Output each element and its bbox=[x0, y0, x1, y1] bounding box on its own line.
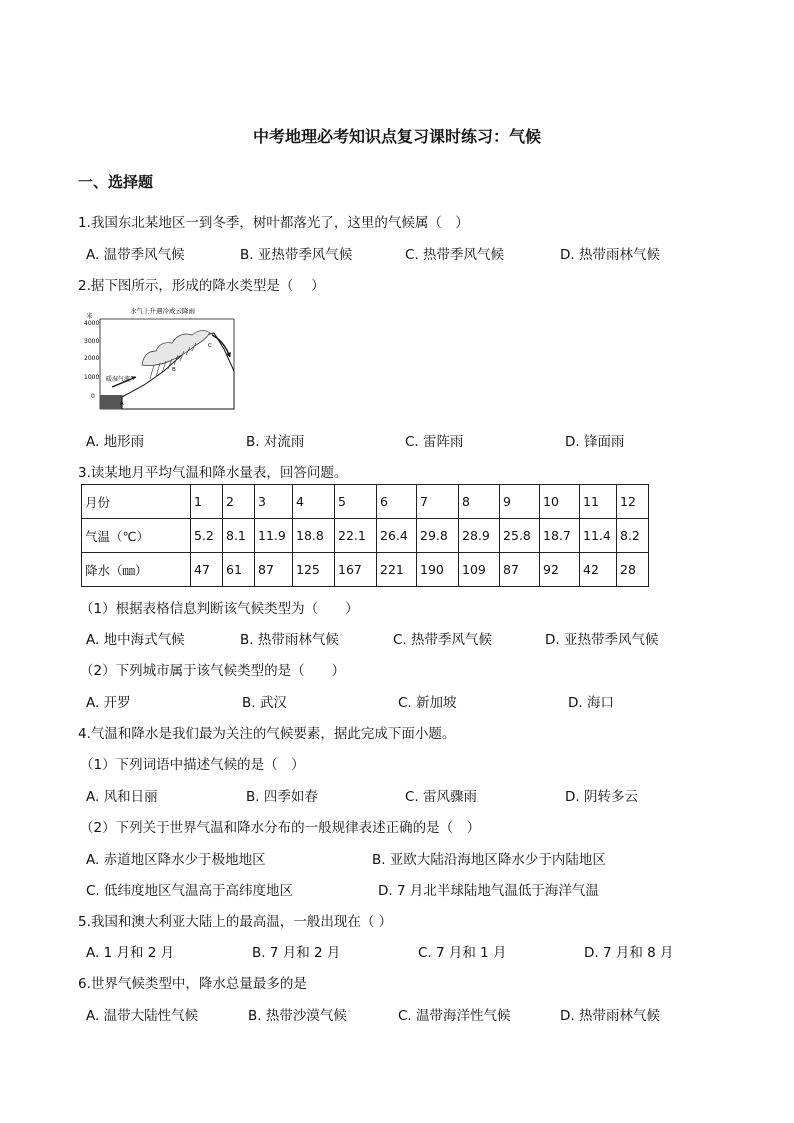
month-cell: 5 bbox=[335, 485, 377, 519]
q1-option-a: A. 温带季风气候 bbox=[86, 247, 185, 263]
section-heading: 一、选择题 bbox=[78, 173, 154, 191]
q5-option-c: C. 7 月和 1 月 bbox=[418, 945, 507, 961]
temp-cell: 11.9 bbox=[255, 519, 293, 553]
question-5-stem: 5.我国和澳大利亚大陆上的最高温，一般出现在（ ） bbox=[78, 914, 393, 930]
q4-1-option-c: C. 雷风骤雨 bbox=[405, 789, 478, 805]
question-6-stem: 6.世界气候类型中，降水总量最多的是 bbox=[78, 976, 307, 992]
question-3-2-stem: （2）下列城市属于该气候类型的是（ ） bbox=[80, 663, 346, 679]
point-b-label: B bbox=[172, 367, 176, 373]
y-tick-2000: 2000 bbox=[84, 355, 100, 362]
precip-cell: 190 bbox=[417, 553, 459, 587]
month-cell: 1 bbox=[191, 485, 223, 519]
precip-cell: 87 bbox=[500, 553, 540, 587]
figure-y-unit: 米 bbox=[86, 312, 93, 320]
q5-option-b: B. 7 月和 2 月 bbox=[252, 945, 341, 961]
y-tick-4000: 4000 bbox=[84, 320, 100, 327]
q6-option-d: D. 热带雨林气候 bbox=[560, 1008, 660, 1024]
precip-cell: 61 bbox=[223, 553, 255, 587]
question-4-stem: 4.气温和降水是我们最为关注的气候要素，据此完成下面小题。 bbox=[78, 726, 456, 742]
q4-2-option-a: A. 赤道地区降水少于极地地区 bbox=[86, 852, 266, 868]
figure-caption: 水气上升遇冷成云降雨 bbox=[130, 307, 195, 315]
question-3-1-stem: （1）根据表格信息判断该气候类型为（ ） bbox=[80, 601, 359, 617]
q5-option-a: A. 1 月和 2 月 bbox=[86, 945, 175, 961]
precip-cell: 87 bbox=[255, 553, 293, 587]
q4-2-option-b: B. 亚欧大陆沿海地区降水少于内陆地区 bbox=[372, 852, 606, 868]
month-cell: 7 bbox=[417, 485, 459, 519]
q5-option-d: D. 7 月和 8 月 bbox=[584, 945, 674, 961]
airflow-label: 暖湿气流 bbox=[106, 376, 131, 383]
q3-2-option-c: C. 新加坡 bbox=[398, 695, 457, 711]
month-cell: 6 bbox=[377, 485, 417, 519]
orographic-rain-figure bbox=[84, 305, 239, 417]
row-label-month: 月份 bbox=[82, 485, 191, 519]
y-tick-1000: 1000 bbox=[84, 374, 100, 381]
q6-option-c: C. 温带海洋性气候 bbox=[398, 1008, 511, 1024]
precip-cell: 221 bbox=[377, 553, 417, 587]
y-tick-3000: 3000 bbox=[84, 338, 100, 345]
q1-option-d: D. 热带雨林气候 bbox=[560, 247, 660, 263]
month-cell: 9 bbox=[500, 485, 540, 519]
precip-cell: 42 bbox=[580, 553, 617, 587]
question-1-stem: 1.我国东北某地区一到冬季，树叶都落光了，这里的气候属（ ） bbox=[78, 215, 469, 231]
temp-cell: 29.8 bbox=[417, 519, 459, 553]
temp-cell: 11.4 bbox=[580, 519, 617, 553]
precip-cell: 167 bbox=[335, 553, 377, 587]
temp-cell: 5.2 bbox=[191, 519, 223, 553]
q3-2-option-a: A. 开罗 bbox=[86, 695, 131, 711]
question-2-stem: 2.据下图所示，形成的降水类型是（ ） bbox=[78, 278, 325, 294]
month-cell: 8 bbox=[459, 485, 500, 519]
temp-cell: 28.9 bbox=[459, 519, 500, 553]
q3-1-option-a: A. 地中海式气候 bbox=[86, 632, 185, 648]
precip-cell: 28 bbox=[617, 553, 649, 587]
table-row-months bbox=[82, 485, 649, 519]
q2-option-c: C. 雷阵雨 bbox=[405, 434, 464, 450]
q6-option-a: A. 温带大陆性气候 bbox=[86, 1008, 199, 1024]
month-cell: 12 bbox=[617, 485, 649, 519]
temp-cell: 8.2 bbox=[617, 519, 649, 553]
q4-1-option-b: B. 四季如春 bbox=[246, 789, 318, 805]
row-label-temperature: 气温（℃） bbox=[82, 519, 191, 553]
q4-2-option-c: C. 低纬度地区气温高于高纬度地区 bbox=[86, 883, 294, 899]
q6-option-b: B. 热带沙漠气候 bbox=[248, 1008, 347, 1024]
q2-option-b: B. 对流雨 bbox=[246, 434, 305, 450]
table-row-temperature bbox=[82, 519, 649, 553]
temp-cell: 25.8 bbox=[500, 519, 540, 553]
q2-option-a: A. 地形雨 bbox=[86, 434, 145, 450]
precip-cell: 109 bbox=[459, 553, 500, 587]
q3-2-option-b: B. 武汉 bbox=[242, 695, 287, 711]
q4-1-option-a: A. 风和日丽 bbox=[86, 789, 158, 805]
precip-cell: 47 bbox=[191, 553, 223, 587]
point-c-label: C bbox=[208, 343, 212, 349]
temp-cell: 22.1 bbox=[335, 519, 377, 553]
month-cell: 3 bbox=[255, 485, 293, 519]
temp-cell: 18.7 bbox=[540, 519, 580, 553]
q3-2-option-d: D. 海口 bbox=[568, 695, 614, 711]
month-cell: 10 bbox=[540, 485, 580, 519]
q3-1-option-c: C. 热带季风气候 bbox=[393, 632, 493, 648]
temp-cell: 8.1 bbox=[223, 519, 255, 553]
precip-cell: 92 bbox=[540, 553, 580, 587]
q2-option-d: D. 锋面雨 bbox=[565, 434, 625, 450]
question-4-2-stem: （2）下列关于世界气温和降水分布的一般规律表述正确的是（ ） bbox=[80, 820, 481, 836]
y-tick-0: 0 bbox=[91, 393, 95, 400]
q3-1-option-b: B. 热带雨林气候 bbox=[240, 632, 339, 648]
q3-1-option-d: D. 亚热带季风气候 bbox=[545, 632, 659, 648]
question-4-1-stem: （1）下列词语中描述气候的是（ ） bbox=[80, 757, 305, 773]
month-cell: 4 bbox=[293, 485, 335, 519]
precip-cell: 125 bbox=[293, 553, 335, 587]
q4-2-option-d: D. 7 月北半球陆地气温低于海洋气温 bbox=[378, 883, 599, 899]
temp-cell: 26.4 bbox=[377, 519, 417, 553]
q4-1-option-d: D. 阴转多云 bbox=[565, 789, 638, 805]
page-title: 中考地理必考知识点复习课时练习：气候 bbox=[252, 127, 541, 146]
climate-data-table bbox=[81, 484, 649, 587]
row-label-precipitation: 降水（㎜） bbox=[82, 553, 191, 587]
question-3-stem: 3.读某地月平均气温和降水量表，回答问题。 bbox=[78, 465, 348, 481]
month-cell: 11 bbox=[580, 485, 617, 519]
q1-option-b: B. 亚热带季风气候 bbox=[240, 247, 353, 263]
point-a-label: A bbox=[120, 401, 124, 407]
table-row-precipitation bbox=[82, 553, 649, 587]
temp-cell: 18.8 bbox=[293, 519, 335, 553]
sea-area bbox=[100, 395, 122, 409]
q1-option-c: C. 热带季风气候 bbox=[405, 247, 505, 263]
month-cell: 2 bbox=[223, 485, 255, 519]
